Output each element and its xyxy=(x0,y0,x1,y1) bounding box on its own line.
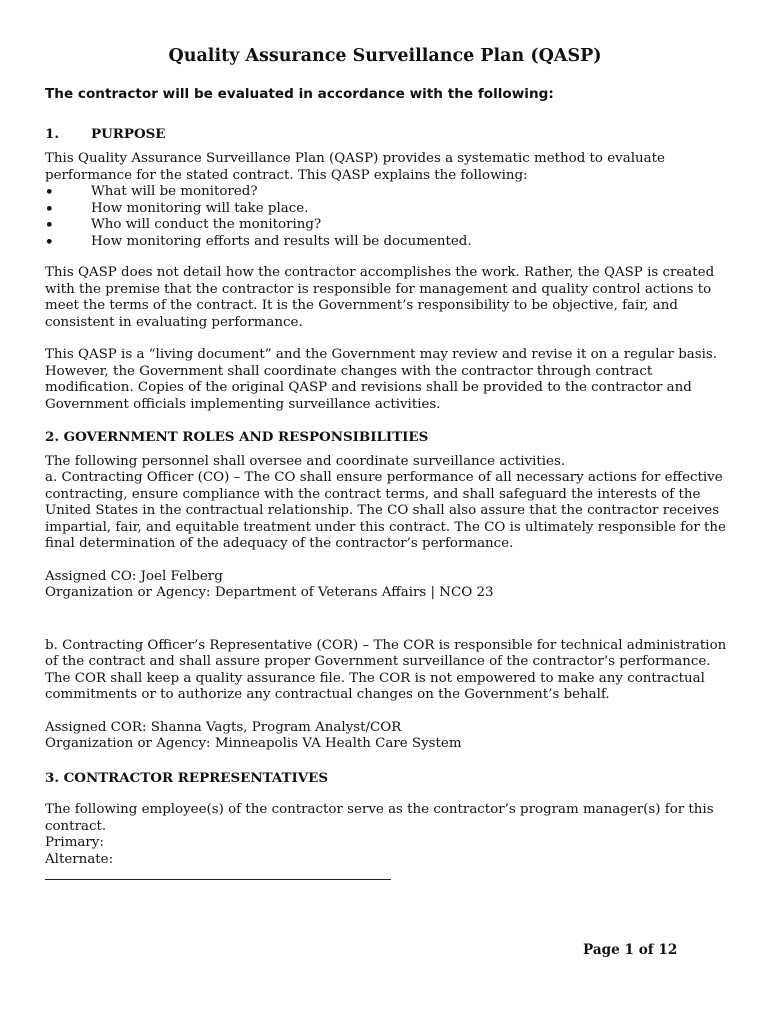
document-title: Quality Assurance Surveillance Plan (QASP) xyxy=(168,46,602,66)
list-item: • How monitoring efforts and results will be documented. xyxy=(45,234,735,251)
co-organization: Organization or Agency: Department of Veterans Affairs | NCO 23 xyxy=(45,585,494,600)
cor-paragraph: b. Contracting Officer’s Representative (COR) – The COR is responsible for technical administration of the contract and shall assure proper Government surveillance of the contractor’s performance. The COR shall keep a quality assurance file. The COR is not empowered to make any contractual commitments or to authorize any contractual changes on the Government’s behalf. xyxy=(45,637,727,702)
contractor-intro: The following employee(s) of the contractor serve as the contractor’s program manager(s) for this contract. xyxy=(45,802,714,834)
co-paragraph: a. Contracting Officer (CO) – The CO shall ensure performance of all necessary actions for effective contracting, ensure compliance with the contract terms, and shall safeguard the interests of the United States in the contractual relationship. The CO shall also assure that the contractor receives impartial, fair, and equitable treatment under this contract. The CO is ultimately responsible for the final determination of the adequacy of the contractor’s performance. xyxy=(45,470,726,551)
assigned-cor: Assigned COR: Shanna Vagts, Program Analyst/COR xyxy=(45,719,402,735)
section-government-roles xyxy=(45,429,735,753)
section-purpose xyxy=(45,126,735,414)
section-contractor-representatives xyxy=(45,770,735,881)
page-number: Page 1 of 12 xyxy=(583,942,678,958)
purpose-intro: This Quality Assurance Surveillance Plan (QASP) provides a systematic method to evaluate performance for the stated contract. This QASP explains the following: xyxy=(45,151,665,183)
purpose-bullet-list xyxy=(45,184,735,250)
primary-label: Primary: xyxy=(45,835,104,850)
section-1-title: PURPOSE xyxy=(91,125,166,142)
purpose-paragraph-2: This QASP does not detail how the contractor accomplishes the work. Rather, the QASP is created with the premise that the contractor is responsible for management and quality control actions to meet the terms of the contract. It is the Government’s responsibility to be objective, fair, and consistent in evaluating performance. xyxy=(45,265,715,330)
document-body xyxy=(45,86,735,880)
assigned-co: Assigned CO: Joel Felberg xyxy=(45,568,223,584)
section-3-heading: 3. CONTRACTOR REPRESENTATIVES xyxy=(45,769,329,786)
section-2-heading: 2. GOVERNMENT ROLES AND RESPONSIBILITIES xyxy=(45,429,429,445)
list-item: • How monitoring will take place. xyxy=(45,201,735,218)
cor-organization: Organization or Agency: Minneapolis VA Health Care System xyxy=(45,736,462,751)
footnote-divider xyxy=(45,879,391,880)
roles-intro: The following personnel shall oversee and coordinate surveillance activities. xyxy=(45,453,566,469)
section-1-heading xyxy=(45,126,735,143)
list-item: • Who will conduct the monitoring? xyxy=(45,217,735,234)
purpose-paragraph-3: This QASP is a “living document” and the Government may review and revise it on a regular basis. However, the Government shall coordinate changes with the contractor through contract modification. Copies of the original QASP and revisions shall be provided to the contractor and Government officials implementing surveillance activities. xyxy=(45,347,718,412)
list-item: • What will be monitored? xyxy=(45,184,735,201)
alternate-label: Alternate: xyxy=(45,851,114,867)
evaluation-statement: The contractor will be evaluated in accordance with the following: xyxy=(45,86,554,102)
section-1-number: 1. xyxy=(45,125,59,142)
